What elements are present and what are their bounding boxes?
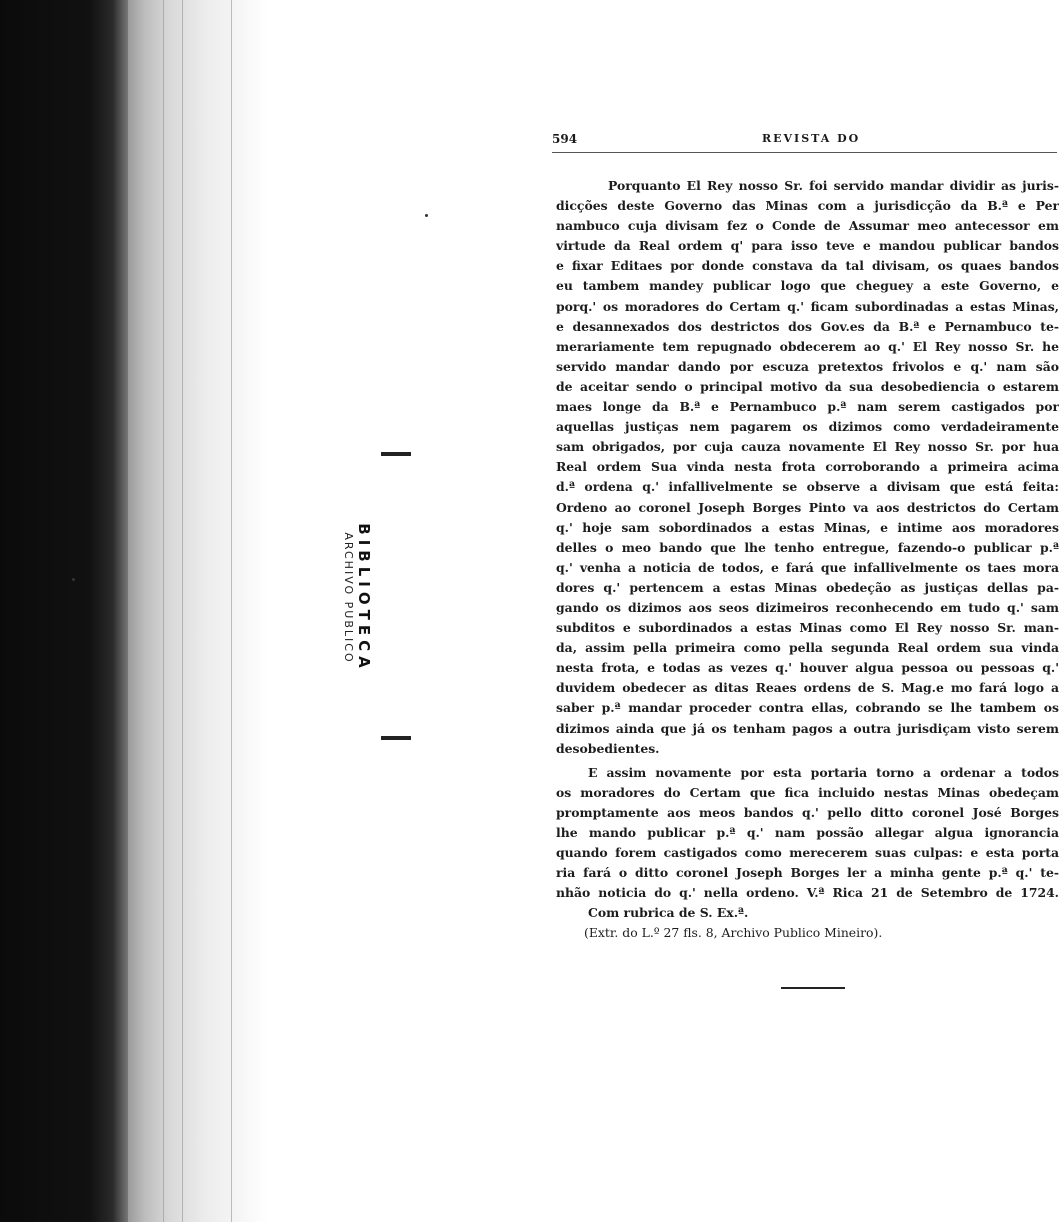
text-line: gando os dizimos aos seos dizimeiros reconhecendo em tudo q.' sam (556, 599, 1059, 615)
gutter-line (182, 0, 183, 1222)
text-line: virtude da Real ordem q' para isso teve e mandou publicar bandos (556, 238, 1059, 254)
text-line: d.ª ordena q.' infallivelmente se observe a divisam que está feita: (556, 479, 1059, 495)
text-line: dicções deste Governo das Minas com a jurisdicção da B.ª e Per (556, 198, 1059, 214)
text-line: nhão noticia do q.' nella ordeno. V.ª Rica 21 de Setembro de 1724. (556, 885, 1059, 901)
text-line: servido mandar dando por escuza pretextos frivolos e q.' nam são (556, 358, 1059, 374)
book-binding (0, 0, 128, 1222)
text-line: e desannexados dos destrictos dos Gov.es da B.ª e Pernambuco te- (556, 318, 1059, 334)
text-line: quando forem castigados como merecerem suas culpas: e esta porta (556, 845, 1059, 861)
text-line: aquellas justiças nem pagarem os dizimos como verdadeiramente (556, 419, 1059, 435)
text-line: saber p.ª mandar proceder contra ellas, cobrando se lhe tambem os (556, 700, 1059, 716)
text-line: dores q.' pertencem a estas Minas obedeção as justiças dellas pa- (556, 579, 1059, 595)
text-line: lhe mando publicar p.ª q.' nam possão allegar algua ignorancia (556, 825, 1059, 840)
header-rule (552, 152, 1057, 153)
text-line: promptamente aos meos bandos q.' pello ditto coronel José Borges (556, 804, 1059, 820)
end-rule (781, 987, 845, 989)
paragraph-2 (556, 763, 1059, 904)
speck (72, 578, 75, 581)
signature-line: Com rubrica de S. Ex.ª. (588, 905, 749, 921)
text-line: sam obrigados, por cuja cauza novamente El Rey nosso Sr. por hua (556, 439, 1059, 455)
text-line: os moradores do Certam que fica incluido nestas Minas obedeçam (556, 784, 1059, 800)
text-line: porq.' os moradores do Certam q.' ficam subordinadas a estas Minas, (556, 298, 1059, 314)
stamp-bar (381, 452, 411, 456)
stamp-subtitle: ARCHIVO PUBLICO (342, 532, 356, 664)
library-stamp (338, 448, 378, 748)
text-line: q.' hoje sam sobordinados a estas Minas, e intime aos moradores (556, 519, 1059, 535)
text-line: q.' venha a noticia de todos, e fará que infallivelmente os taes mora (556, 559, 1059, 575)
text-line: merariamente tem repugnado obdecerem ao q.' El Rey nosso Sr. he (556, 338, 1059, 354)
text-line: Porquanto El Rey nosso Sr. foi servido mandar dividir as juris- (608, 178, 1059, 193)
text-line: e fixar Editaes por donde constava da tal divisam, os quaes bandos (556, 258, 1059, 274)
stamp-title: BIBLIOTECA (355, 523, 374, 673)
text-line: ria fará o ditto coronel Joseph Borges ler a minha gente p.ª q.' te- (556, 865, 1059, 881)
page-gutter (128, 0, 268, 1222)
text-line: nesta frota, e todas as vezes q.' houver algua pessoa ou pessoas q.' (556, 660, 1059, 676)
gutter-line (163, 0, 164, 1222)
gutter-line (231, 0, 232, 1222)
page-header (552, 132, 1057, 150)
text-line: dizimos ainda que já os tenham pagos a outra jurisdiçam visto serem (556, 720, 1059, 736)
page-number: 594 (552, 132, 578, 146)
text-line: eu tambem mandey publicar logo que cheguey a este Governo, e (556, 278, 1059, 294)
text-line: E assim novamente por esta portaria torno a ordenar a todos (588, 764, 1059, 780)
document-body (556, 176, 1059, 944)
text-line: nambuco cuja divisam fez o Conde de Assumar meo antecessor em (556, 218, 1059, 234)
running-head: REVISTA DO (762, 132, 861, 145)
text-line: subditos e subordinados a estas Minas como El Rey nosso Sr. man- (556, 620, 1059, 636)
source-citation: (Extr. do L.º 27 fls. 8, Archivo Publico Mineiro). (584, 925, 883, 941)
speck (425, 214, 428, 217)
text-line: de aceitar sendo o principal motivo da sua desobediencia o estarem (556, 378, 1059, 394)
paragraph-1 (556, 176, 1059, 759)
stamp-bar (381, 736, 411, 740)
text-line: desobedientes. (556, 740, 660, 756)
text-line: maes longe da B.ª e Pernambuco p.ª nam serem castigados por (556, 399, 1059, 415)
text-line: Ordeno ao coronel Joseph Borges Pinto va aos destrictos do Certam (556, 499, 1059, 515)
text-line: da, assim pella primeira como pella segunda Real ordem sua vinda (556, 640, 1059, 656)
text-line: delles o meo bando que lhe tenho entregue, fazendo-o publicar p.ª (556, 539, 1059, 555)
text-line: Real ordem Sua vinda nesta frota corroborando a primeira acima (556, 459, 1059, 475)
text-line: duvidem obedecer as ditas Reaes ordens de S. Mag.e mo fará logo a (556, 680, 1059, 696)
